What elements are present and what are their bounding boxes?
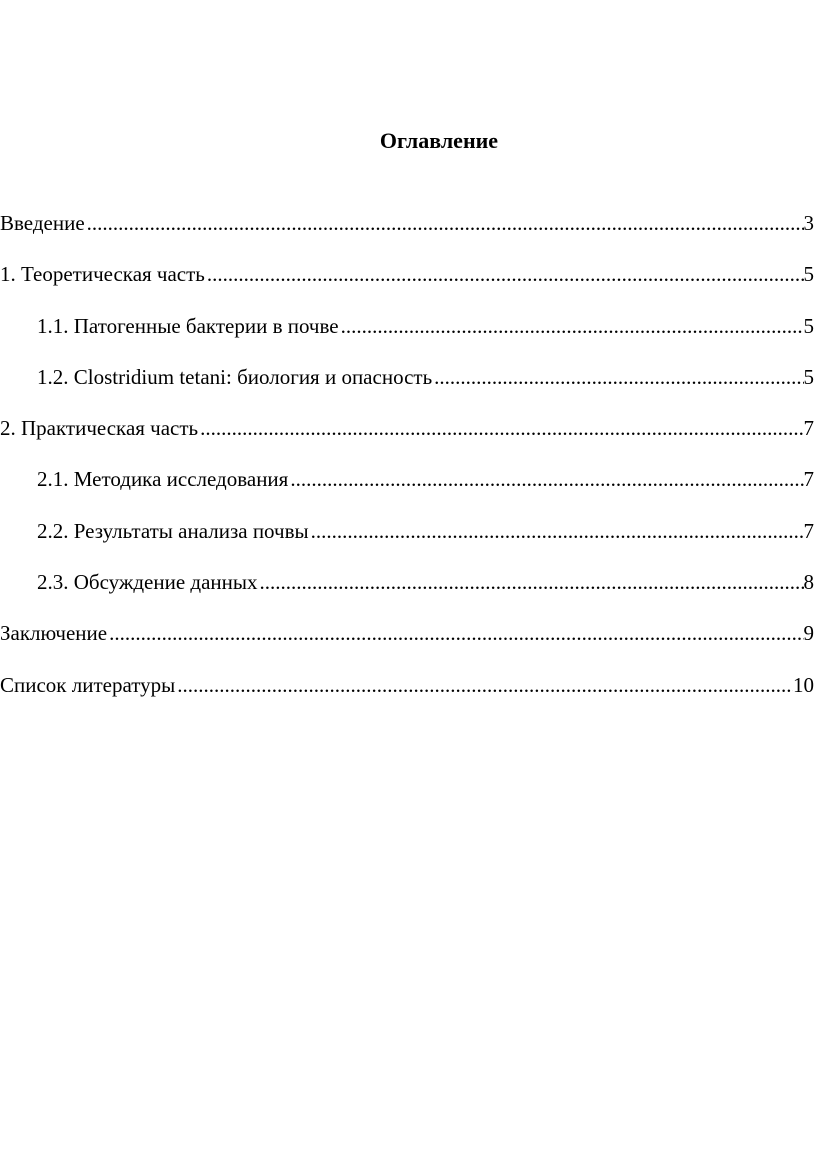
toc-dot-leader	[107, 618, 803, 648]
toc-entry-page: 5	[803, 313, 814, 338]
toc-entry[interactable]	[0, 362, 814, 413]
toc-entry-page: 3	[803, 211, 814, 235]
toc-entry[interactable]	[0, 618, 814, 669]
toc-entry[interactable]	[0, 464, 814, 515]
toc-entry-label: Список литературы	[0, 672, 176, 697]
toc-entry-page: 8	[803, 570, 814, 595]
toc-entry-label: 1. Теоретическая часть	[0, 262, 205, 287]
toc-entry[interactable]	[0, 311, 814, 362]
toc-entry-page: 10	[793, 672, 814, 697]
toc-entry[interactable]	[0, 208, 814, 259]
table-of-contents	[0, 208, 814, 721]
toc-entry-page: 5	[803, 262, 814, 287]
toc-entry-page: 9	[803, 621, 814, 646]
toc-entry-page: 7	[803, 467, 814, 492]
toc-entry-label: 2.1. Методика исследования	[37, 467, 289, 492]
toc-entry-label: 1.1. Патогенные бактерии в почве	[37, 313, 339, 338]
toc-dot-leader	[258, 567, 804, 597]
toc-entry[interactable]	[0, 567, 814, 618]
toc-entry-page: 7	[803, 518, 814, 543]
toc-entry-label: Введение	[0, 211, 85, 235]
toc-dot-leader	[288, 464, 803, 494]
toc-entry[interactable]	[0, 259, 814, 310]
page-title: Оглавление	[379, 128, 499, 153]
toc-entry-label: 2.3. Обсуждение данных	[37, 570, 258, 595]
toc-dot-leader	[198, 413, 803, 443]
toc-dot-leader	[205, 259, 804, 289]
toc-dot-leader	[85, 208, 804, 238]
toc-entry[interactable]	[0, 516, 814, 567]
toc-entry-label: Заключение	[0, 621, 108, 646]
toc-entry[interactable]	[0, 413, 814, 464]
toc-entry-page: 7	[803, 416, 814, 441]
toc-entry-page: 5	[803, 364, 814, 389]
toc-entry-label: 1.2. Clostridium tetani: биология и опасность	[37, 364, 433, 389]
toc-dot-leader	[432, 362, 803, 392]
toc-entry-label: 2.2. Результаты анализа почвы	[37, 518, 309, 543]
toc-dot-leader	[339, 311, 804, 341]
toc-dot-leader	[175, 670, 793, 700]
toc-entry[interactable]	[0, 670, 814, 721]
toc-dot-leader	[309, 516, 804, 546]
toc-entry-label: 2. Практическая часть	[0, 416, 199, 441]
